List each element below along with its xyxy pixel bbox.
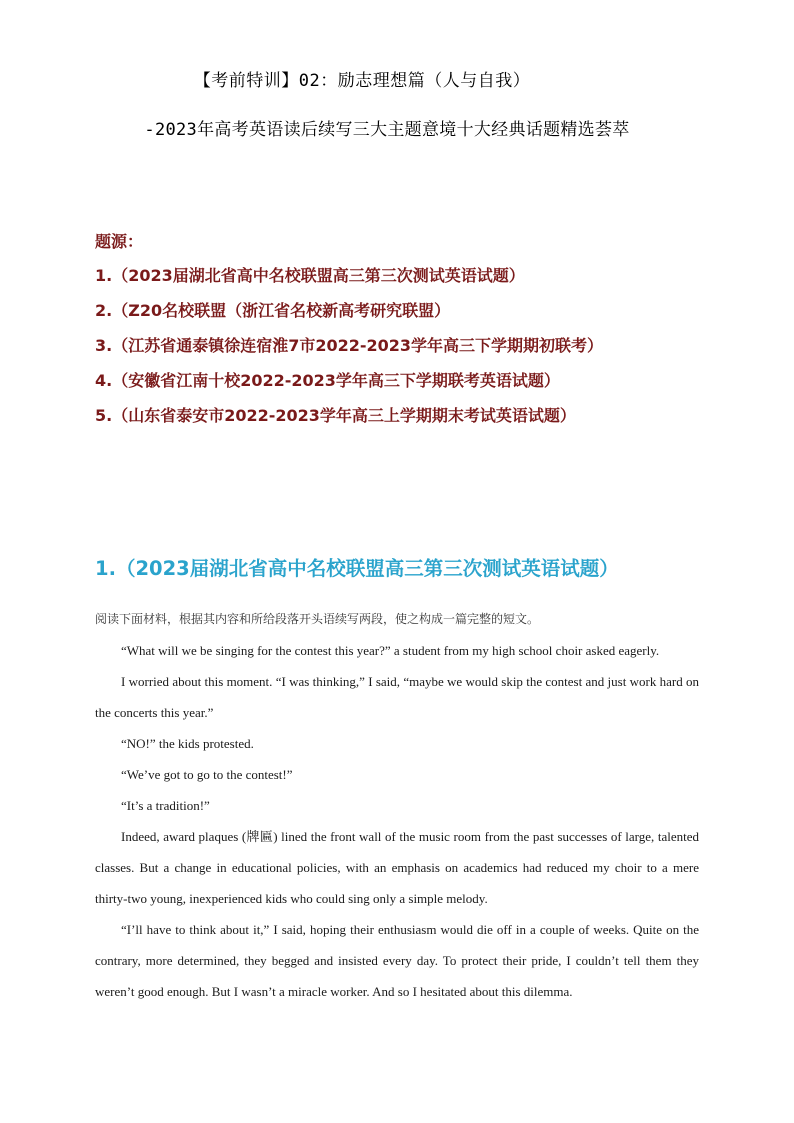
source-item-2: 2.（Z20名校联盟（浙江省名校新高考研究联盟）: [95, 301, 451, 320]
passage-paragraph-7: “I’ll have to think about it,” I said, hoping their enthusiasm would die off in a couple of weeks. Quite on the contrary, more determined, they begged and insisted every day. To protect their pride, I couldn’t tell them they weren’t good enough. But I wasn’t a miracle worker. And so I hesitated about this dilemma.: [95, 922, 699, 999]
document-subtitle-text: -2023年高考英语读后续写三大主题意境十大经典话题精选荟萃: [144, 120, 630, 140]
source-item-3: 3.（江苏省通泰镇徐连宿淮7市2022-2023学年高三下学期期初联考）: [95, 336, 604, 355]
passage-paragraph-2: I worried about this moment. “I was thinking,” I said, “maybe we would skip the contest and just work hard on the concerts this year.”: [95, 674, 699, 720]
document-title-text: 【考前特训】02：励志理想篇（人与自我）: [193, 71, 531, 91]
sources-label: 题源：: [95, 232, 144, 251]
source-item-5: 5.（山东省泰安市2022-2023学年高三上学期期末考试英语试题）: [95, 406, 576, 425]
passage-paragraph-5: “It’s a tradition!”: [121, 798, 210, 813]
document-title: [0, 66, 794, 91]
source-item-1: 1.（2023届湖北省高中名校联盟高三第三次测试英语试题）: [95, 266, 525, 285]
section-heading: 1.（2023届湖北省高中名校联盟高三第三次测试英语试题）: [95, 557, 619, 580]
passage-paragraph-1: “What will we be singing for the contest this year?” a student from my high school choir asked eagerly.: [121, 643, 660, 658]
sources-list: [95, 264, 603, 439]
passage-body: [95, 604, 699, 1007]
passage-paragraph-6: Indeed, award plaques (牌匾) lined the front wall of the music room from the past successes of large, talented classes. But a change in educational policies, with an emphasis on academics had reduced my choir to a mere thirty-two young, inexperienced kids who could sing only a simple melody.: [95, 829, 699, 906]
passage-paragraph-3: “NO!” the kids protested.: [121, 736, 254, 751]
source-item-4: 4.（安徽省江南十校2022-2023学年高三下学期联考英语试题）: [95, 371, 560, 390]
document-subtitle: [0, 115, 794, 140]
passage-paragraph-4: “We’ve got to go to the contest!”: [121, 767, 293, 782]
instruction-text: 阅读下面材料，根据其内容和所给段落开头语续写两段，使之构成一篇完整的短文。: [95, 612, 540, 626]
